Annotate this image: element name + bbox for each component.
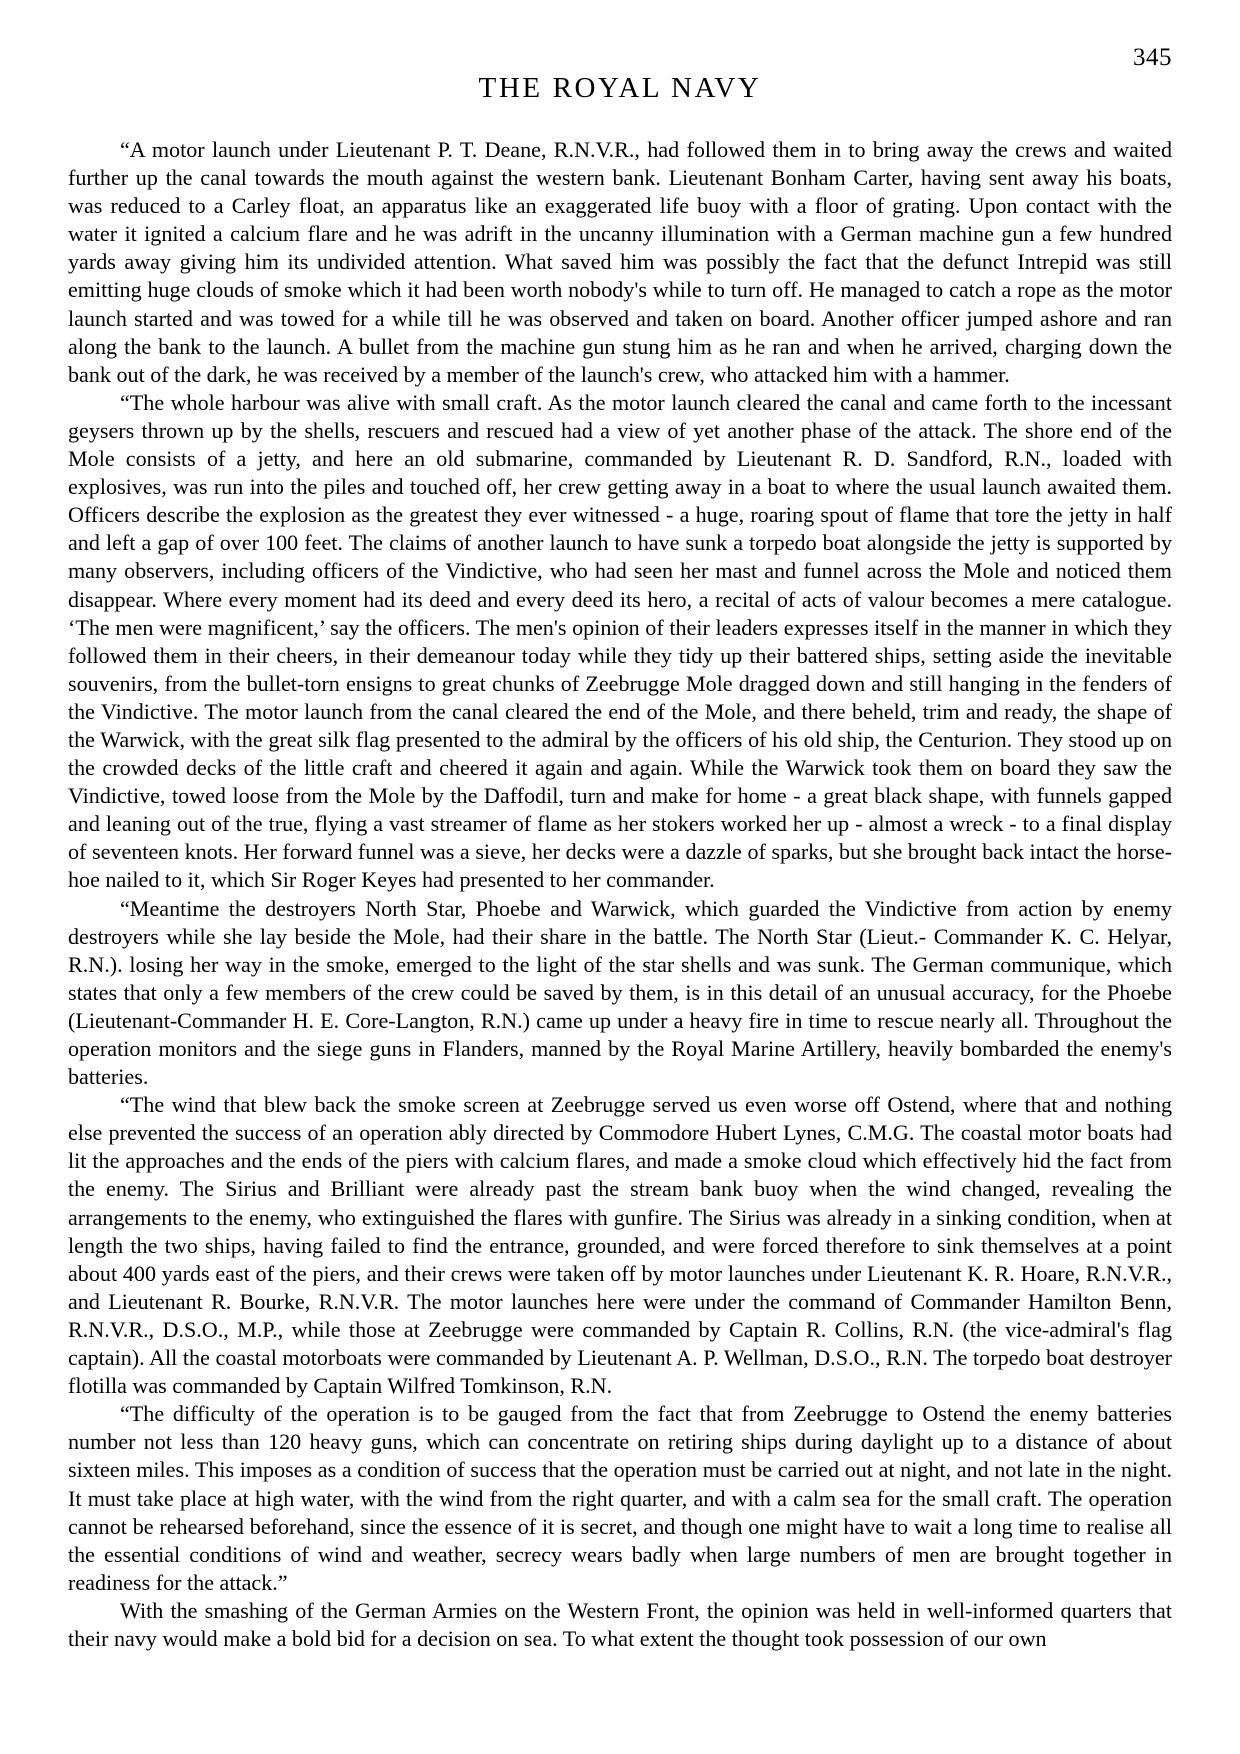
paragraph: “Meantime the destroyers North Star, Phoebe and Warwick, which guarded the Vindictive from action by enemy destroyers while she lay beside the Mole, had their share in the battle. The North Star (Lieut.- Commander K. C. Helyar, R.N.). losing her way in the smoke, emerged to the light of the star shells and was sunk. The German communique, which states that only a few members of the crew could be saved by them, is in this detail of an unusual accuracy, for the Phoebe (Lieutenant-Commander H. E. Core-Langton, R.N.) came up under a heavy fire in time to rescue nearly all. Throughout the operation monitors and the siege guns in Flanders, manned by the Royal Marine Artillery, heavily bombarded the enemy's batteries. (68, 895, 1172, 1090)
paragraph: With the smashing of the German Armies on the Western Front, the opinion was held in well-informed quarters that their navy would make a bold bid for a decision on sea. To what extent the thought took possession of our own (68, 1597, 1172, 1651)
paragraph: “The difficulty of the operation is to be gauged from the fact that from Zeebrugge to Ostend the enemy batteries number not less than 120 heavy guns, which can concentrate on retiring ships during daylight up to a distance of about sixteen miles. This imposes as a condition of success that the operation must be carried out at night, and not late in the night. It must take place at high water, with the wind from the right quarter, and with a calm sea for the small craft. The operation cannot be rehearsed beforehand, since the essence of it is secret, and though one might have to wait a long time to realise all the essential conditions of wind and weather, secrecy wears badly when large numbers of men are brought together in readiness for the attack.” (68, 1401, 1172, 1595)
page-number: 345 (1133, 44, 1172, 71)
paragraph: “The whole harbour was alive with small craft. As the motor launch cleared the canal and came forth to the incessant geysers thrown up by the shells, rescuers and rescued had a view of yet another phase of the attack. The shore end of the Mole consists of a jetty, and here an old submarine, commanded by Lieutenant R. D. Sandford, R.N., loaded with explosives, was run into the piles and touched off, her crew getting away in a boat to where the usual launch awaited them. Officers describe the explosion as the greatest they ever witnessed - a huge, roaring spout of flame that tore the jetty in half and left a gap of over 100 feet. The claims of another launch to have sunk a torpedo boat alongside the jetty is supported by many observers, including officers of the Vindictive, who had seen her mast and funnel across the Mole and noticed them disappear. Where every moment had its deed and every deed its hero, a recital of acts of valour becomes a mere catalogue. ‘The men were magnificent,’ say the officers. The men's opinion of their leaders expresses itself in the manner in which they followed them in their cheers, in their demeanour today while they tidy up their battered ships, setting aside the inevitable souvenirs, from the bullet-torn ensigns to great chunks of Zeebrugge Mole dragged down and still hanging in the fenders of the Vindictive. The motor launch from the canal cleared the end of the Mole, and there beheld, trim and ready, the shape of the Warwick, with the great silk flag presented to the admiral by the officers of his old ship, the Centurion. They stood up on the crowded decks of the little craft and cheered it again and again. While the Warwick took them on board they saw the Vindictive, towed loose from the Mole by the Daffodil, turn and make for home - a great black shape, with funnels gapped and leaning out of the true, flying a vast streamer of flame as her stokers worked her up - almost a wreck - to a final display of seventeen knots. Her forward funnel was a sieve, her decks were a dazzle of sparks, but she brought back intact the horse-hoe nailed to it, which Sir Roger Keyes had presented to her commander. (68, 389, 1172, 893)
running-head-title: THE ROYAL NAVY (478, 72, 762, 104)
body-text-column (68, 136, 1172, 1653)
paragraph: “A motor launch under Lieutenant P. T. Deane, R.N.V.R., had followed them in to bring away the crews and waited further up the canal towards the mouth against the western bank. Lieutenant Bonham Carter, having sent away his boats, was reduced to a Carley float, an apparatus like an exaggerated life buoy with a floor of grating. Upon contact with the water it ignited a calcium flare and he was adrift in the uncanny illumination with a German machine gun a few hundred yards away giving him its undivided attention. What saved him was possibly the fact that the defunct Intrepid was still emitting huge clouds of smoke which it had been worth nobody's while to turn off. He managed to catch a rope as the motor launch started and was towed for a while till he was observed and taken on board. Another officer jumped ashore and ran along the bank to the launch. A bullet from the machine gun stung him as he ran and when he arrived, charging down the bank out of the dark, he was received by a member of the launch's crew, who attacked him with a hammer. (68, 137, 1172, 387)
paragraph: “The wind that blew back the smoke screen at Zeebrugge served us even worse off Ostend, where that and nothing else prevented the success of an operation ably directed by Commodore Hubert Lynes, C.M.G. The coastal motor boats had lit the approaches and the ends of the piers with calcium flares, and made a smoke cloud which effectively hid the fact from the enemy. The Sirius and Brilliant were already past the stream bank buoy when the wind changed, revealing the arrangements to the enemy, who extinguished the flares with gunfire. The Sirius was already in a sinking condition, when at length the two ships, having failed to find the entrance, grounded, and were forced therefore to sink themselves at a point about 400 yards east of the piers, and their crews were taken off by motor launches under Lieutenant K. R. Hoare, R.N.V.R., and Lieutenant R. Bourke, R.N.V.R. The motor launches here were under the command of Commander Hamilton Benn, R.N.V.R., D.S.O., M.P., while those at Zeebrugge were commanded by Captain R. Collins, R.N. (the vice-admiral's flag captain). All the coastal motorboats were commanded by Lieutenant A. P. Wellman, D.S.O., R.N. The torpedo boat destroyer flotilla was commanded by Captain Wilfred Tomkinson, R.N. (68, 1092, 1172, 1399)
